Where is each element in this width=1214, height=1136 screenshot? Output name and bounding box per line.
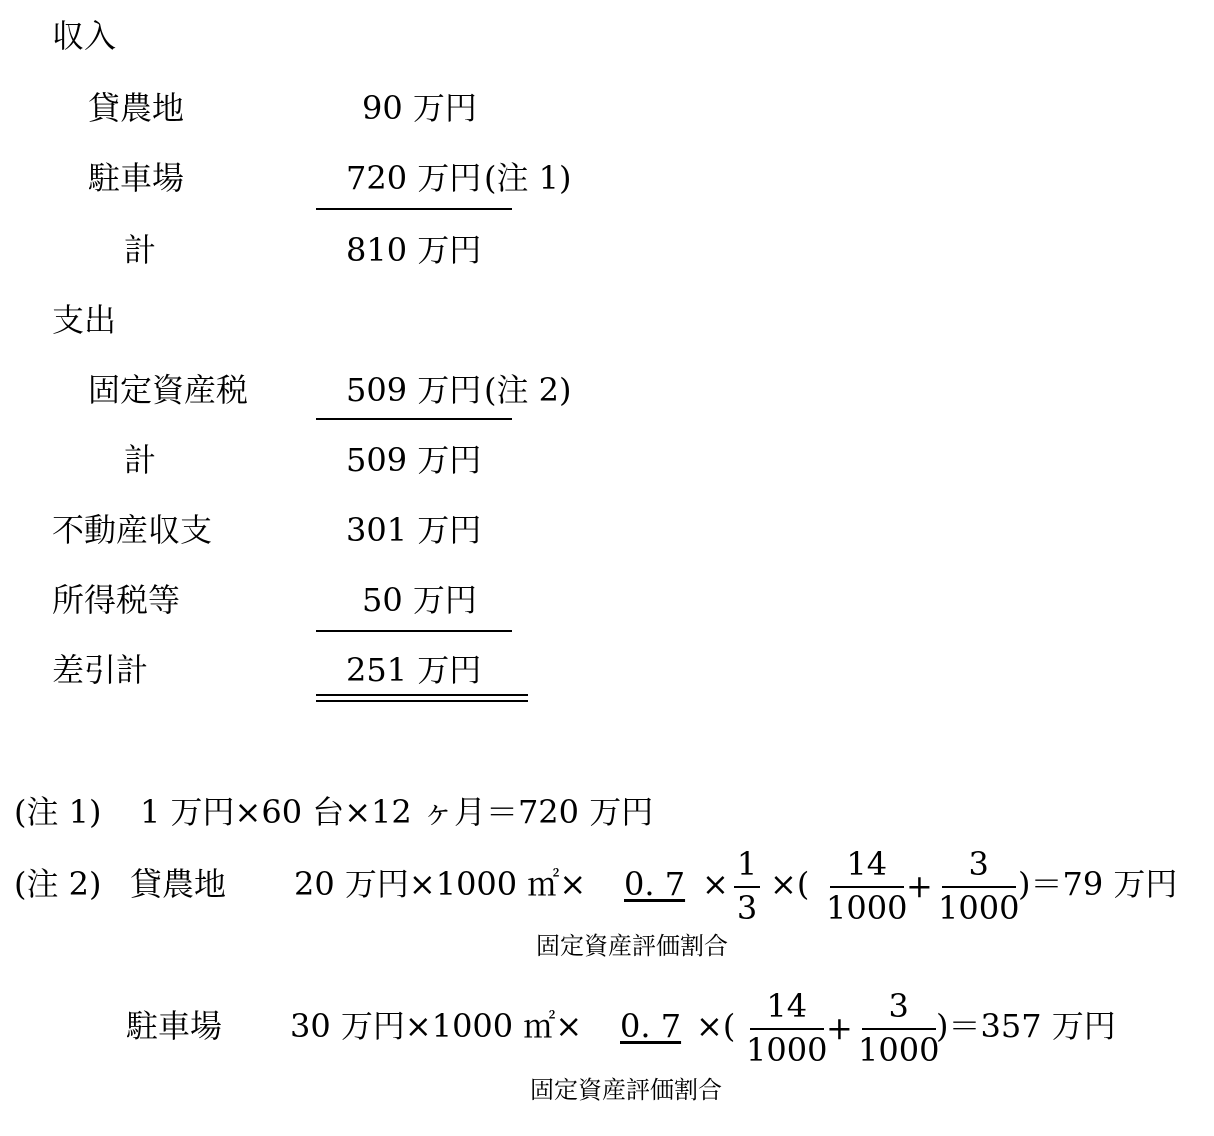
final-double-rule-bottom — [316, 700, 528, 702]
note2-farm-plus: + — [906, 867, 933, 905]
income-parking-label: 駐車場 — [88, 159, 185, 197]
income-parking-note: (注 1) — [484, 159, 572, 197]
fraction-numerator: 3 — [968, 845, 989, 883]
fraction-denominator: 3 — [736, 889, 758, 927]
note2-farm-times2: ×( — [770, 865, 810, 903]
income-farm-amount: 90 万円 — [362, 89, 477, 127]
expense-subtotal-rule — [316, 418, 512, 420]
note2-parking-prefix: 30 万円×1000 ㎡× — [290, 1007, 583, 1045]
summary-tax-label: 所得税等 — [52, 581, 181, 619]
note2-farm-label: 貸農地 — [130, 865, 227, 903]
summary-rule — [316, 630, 512, 632]
note2-parking-rate-caption: 固定資産評価割合 — [530, 1076, 722, 1104]
expense-tax-label: 固定資産税 — [88, 371, 249, 409]
fraction-bar — [750, 1028, 824, 1030]
note2-farm-result: )＝79 万円 — [1018, 865, 1178, 903]
note2-farm-rate-caption: 固定資産評価割合 — [536, 932, 728, 960]
note2-farm-third-fraction — [734, 845, 760, 927]
note2-parking-fraction-1 — [746, 987, 828, 1069]
fraction-denominator: 1000 — [746, 1031, 828, 1069]
final-double-rule-top — [316, 694, 528, 696]
fraction-numerator: 14 — [846, 845, 888, 883]
fraction-bar — [734, 886, 760, 888]
note2-farm-fraction-1 — [826, 845, 908, 927]
income-farm-label: 貸農地 — [88, 89, 185, 127]
expense-total-label: 計 — [124, 441, 157, 479]
summary-balance-amount: 301 万円 — [346, 511, 482, 549]
fraction-bar — [942, 886, 1016, 888]
expense-heading: 支出 — [52, 301, 117, 339]
summary-balance-label: 不動産収支 — [52, 511, 213, 549]
expense-tax-amount: 509 万円 — [346, 371, 482, 409]
fraction-denominator: 1000 — [826, 889, 908, 927]
fraction-denominator: 1000 — [858, 1031, 940, 1069]
note2-farm-times1: × — [702, 865, 729, 903]
expense-total-amount: 509 万円 — [346, 441, 482, 479]
income-subtotal-rule — [316, 208, 512, 210]
fraction-numerator: 1 — [736, 845, 758, 883]
fraction-numerator: 14 — [766, 987, 808, 1025]
note2-parking-plus: + — [826, 1009, 853, 1047]
income-total-amount: 810 万円 — [346, 231, 482, 269]
income-total-label: 計 — [124, 231, 157, 269]
note1-formula: 1 万円×60 台×12 ヶ月＝720 万円 — [140, 793, 654, 831]
fraction-bar — [862, 1028, 936, 1030]
summary-net-amount: 251 万円 — [346, 651, 482, 689]
note2-parking-times: ×( — [696, 1007, 736, 1045]
expense-tax-note: (注 2) — [484, 371, 572, 409]
summary-net-label: 差引計 — [52, 651, 149, 689]
note2-parking-label: 駐車場 — [126, 1007, 223, 1045]
fraction-bar — [830, 886, 904, 888]
note2-farm-rate: 0. 7 — [624, 865, 686, 903]
income-heading: 収入 — [52, 17, 117, 55]
note2-farm-fraction-2 — [938, 845, 1020, 927]
note2-parking-rate: 0. 7 — [620, 1007, 682, 1045]
income-parking-amount: 720 万円 — [346, 159, 482, 197]
note1-tag: (注 1) — [14, 793, 102, 831]
note2-farm-prefix: 20 万円×1000 ㎡× — [294, 865, 587, 903]
note2-tag: (注 2) — [14, 865, 102, 903]
note2-parking-fraction-2 — [858, 987, 940, 1069]
summary-tax-amount: 50 万円 — [362, 581, 477, 619]
note2-parking-result: )＝357 万円 — [936, 1007, 1116, 1045]
fraction-numerator: 3 — [888, 987, 909, 1025]
fraction-denominator: 1000 — [938, 889, 1020, 927]
